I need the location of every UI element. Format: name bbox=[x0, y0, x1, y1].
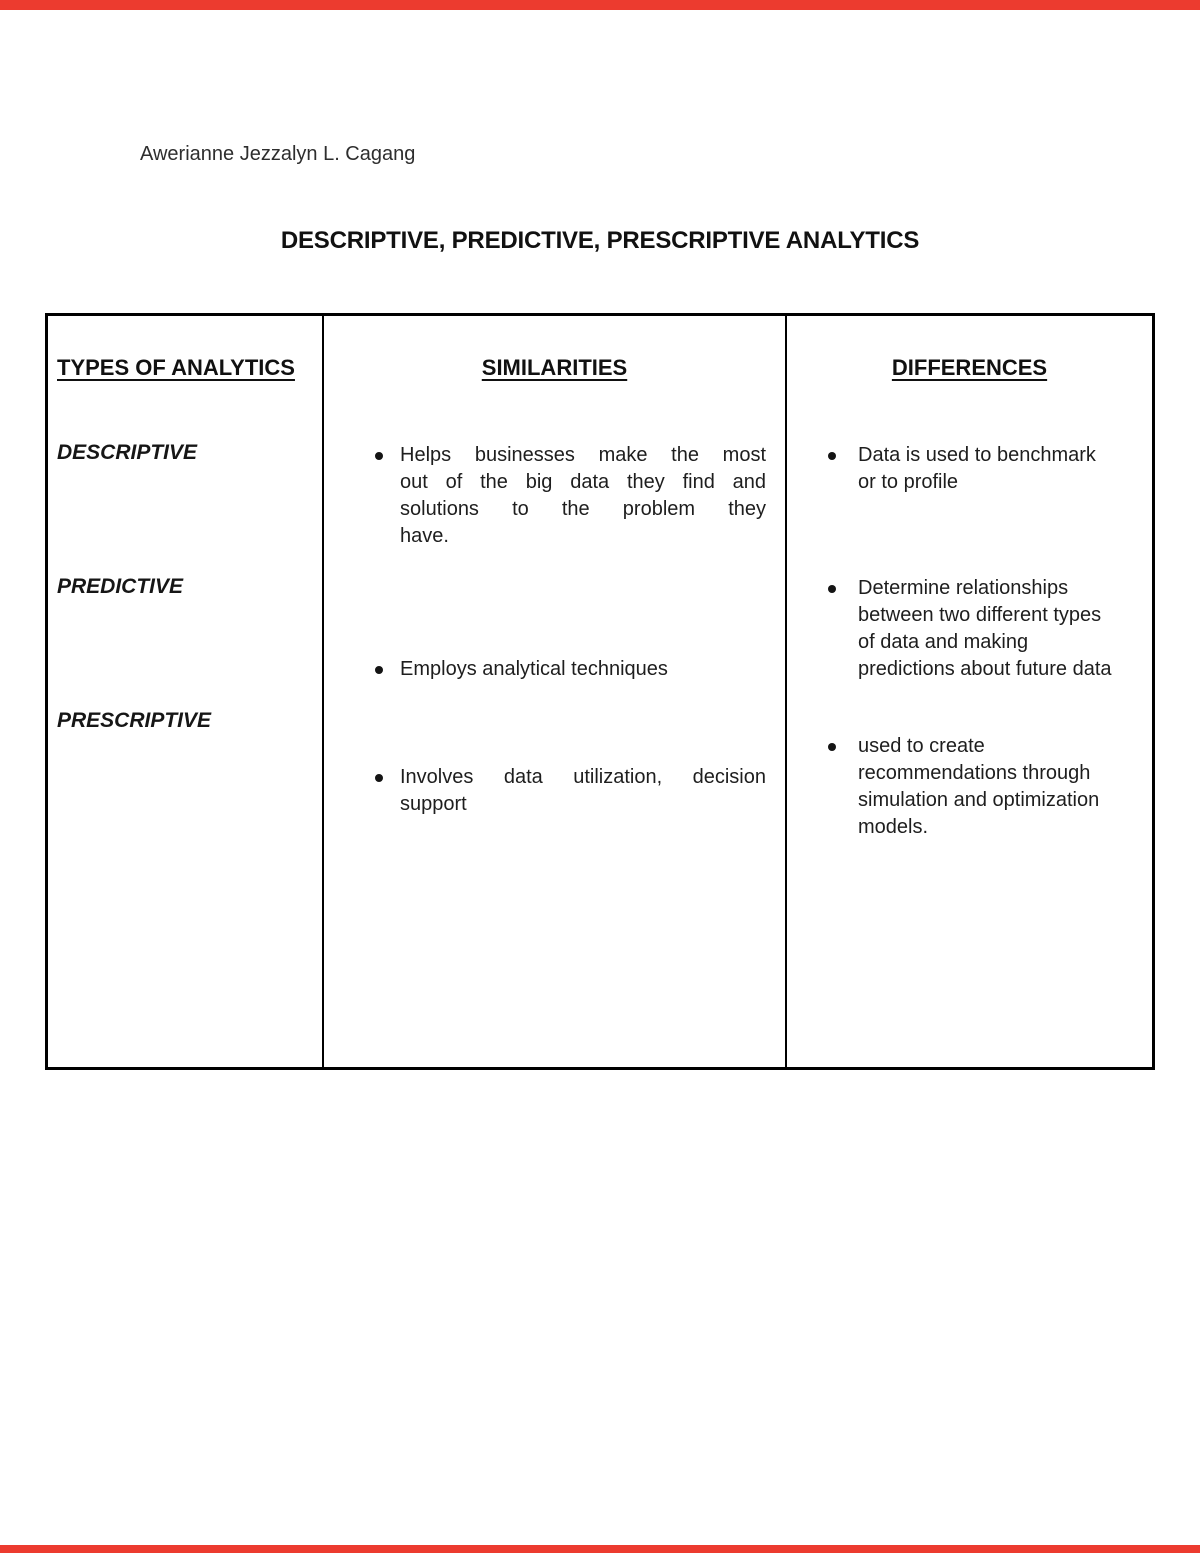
bullet-text: Data is used to benchmark or to profile bbox=[858, 444, 1096, 493]
type-item-predictive: PREDICTIVE bbox=[57, 575, 184, 598]
type-item-prescriptive: PRESCRIPTIVE bbox=[57, 709, 212, 732]
bullet-text: used to create recommendations through simulation and optimization models. bbox=[858, 735, 1100, 838]
column-types-of-analytics bbox=[48, 316, 322, 1067]
page-break-marker-bottom bbox=[0, 1545, 1200, 1553]
column-differences bbox=[785, 316, 1152, 1067]
column-header-types: TYPES OF ANALYTICS bbox=[57, 355, 295, 380]
bullet-icon bbox=[828, 452, 836, 460]
page-break-marker-top bbox=[0, 0, 1200, 10]
bullet-icon bbox=[375, 774, 383, 782]
bullet-icon bbox=[375, 452, 383, 460]
bullet-icon bbox=[828, 585, 836, 593]
bullet-icon bbox=[375, 666, 383, 674]
bullet-icon bbox=[828, 743, 836, 751]
analytics-comparison-table bbox=[45, 313, 1155, 1070]
type-item-descriptive: DESCRIPTIVE bbox=[57, 441, 198, 464]
author-name: Awerianne Jezzalyn L. Cagang bbox=[140, 143, 416, 165]
column-header-similarities: SIMILARITIES bbox=[481, 355, 628, 380]
column-header-differences: DIFFERENCES bbox=[891, 355, 1048, 380]
document-title: DESCRIPTIVE, PREDICTIVE, PRESCRIPTIVE ANALYTICS bbox=[280, 227, 920, 254]
column-similarities bbox=[322, 316, 785, 1067]
bullet-text: Helps businesses make the most out of the big data they find and solutions to the problem they have. bbox=[400, 444, 766, 547]
bullet-text: Involves data utilization, decision support bbox=[400, 766, 766, 815]
bullet-text: Employs analytical techniques bbox=[400, 658, 668, 680]
bullet-text: Determine relationships between two different types of data and making predictions about future data bbox=[858, 577, 1112, 680]
